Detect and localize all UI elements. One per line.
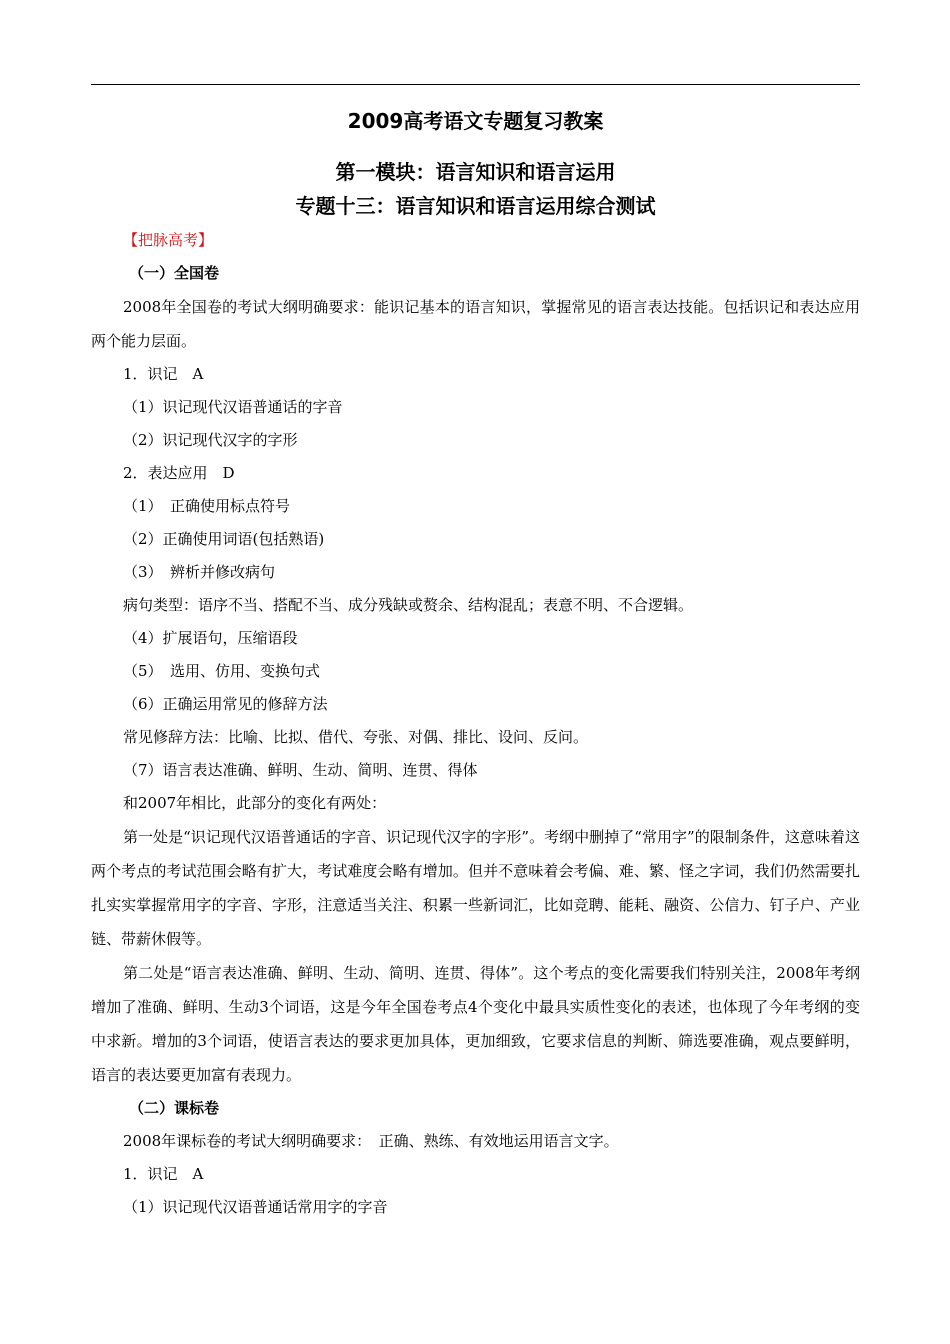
topic-title: 专题十三：语言知识和语言运用综合测试 xyxy=(295,194,656,218)
list-item: 1．识记 A xyxy=(123,1165,204,1183)
list-item: 1．识记 A xyxy=(123,365,204,383)
list-item: （7）语言表达准确、鲜明、生动、简明、连贯、得体 xyxy=(123,761,478,779)
change-paragraph-two: 第二处是“语言表达准确、鲜明、生动、简明、连贯、得体”。这个考点的变化需要我们特别关注，2008年考纲增加了准确、鲜明、生动3个词语，这是今年全国卷考点4个变化中最具实质性变化的表述，也体现了今年考纲的变中求新。增加的3个词语，使语言表达的要求更加具体，更加细致，它要求信息的判断、筛选要准确，观点要鲜明，语言的表达要更加富有表现力。 xyxy=(91,964,860,1084)
list-item: （5） 选用、仿用、变换句式 xyxy=(123,662,321,680)
list-item: 和2007年相比，此部分的变化有两处： xyxy=(123,794,387,812)
list-item: （3） 辨析并修改病句 xyxy=(123,563,276,581)
document-title: 2009高考语文专题复习教案 xyxy=(347,109,604,133)
module-title: 第一模块：语言知识和语言运用 xyxy=(335,160,616,184)
curriculum-heading: （二）课标卷 xyxy=(129,1099,220,1117)
list-item: （1）识记现代汉语普通话常用字的字音 xyxy=(123,1198,388,1216)
change-paragraph-one: 第一处是“识记现代汉语普通话的字音、识记现代汉字的字形”。考纲中删掉了“常用字”的限制条件，这意味着这两个考点的考试范围会略有扩大，考试难度会略有增加。但并不意味着会考偏、难、繁、怪之字词，我们仍然需要扎扎实实掌握常用字的字音、字形，注意适当关注、积累一些新词汇，比如竞聘、能耗、融资、公信力、钉子户、产业链、带薪休假等。 xyxy=(91,828,860,948)
curriculum-intro: 2008年课标卷的考试大纲明确要求： 正确、熟练、有效地运用语言文字。 xyxy=(123,1132,619,1150)
list-item: （1） 正确使用标点符号 xyxy=(123,497,291,515)
document-page xyxy=(91,100,860,1224)
national-intro: 2008年全国卷的考试大纲明确要求：能识记基本的语言知识，掌握常见的语言表达技能。包括识记和表达应用两个能力层面。 xyxy=(91,298,860,350)
list-item: 常见修辞方法：比喻、比拟、借代、夸张、对偶、排比、设问、反问。 xyxy=(123,728,589,746)
list-item: （2）正确使用词语(包括熟语) xyxy=(123,530,325,548)
list-item: （1）识记现代汉语普通话的字音 xyxy=(123,398,343,416)
national-heading: （一）全国卷 xyxy=(129,264,220,282)
list-item: （6）正确运用常见的修辞方法 xyxy=(123,695,328,713)
list-item: （4）扩展语句，压缩语段 xyxy=(123,629,298,647)
list-item: （2）识记现代汉字的字形 xyxy=(123,431,298,449)
list-item: 病句类型：语序不当、搭配不当、成分残缺或赘余、结构混乱；表意不明、不合逻辑。 xyxy=(123,596,694,614)
list-item: 2．表达应用 D xyxy=(123,464,235,482)
header-rule xyxy=(91,84,860,85)
section-tag: 【把脉高考】 xyxy=(123,231,214,249)
